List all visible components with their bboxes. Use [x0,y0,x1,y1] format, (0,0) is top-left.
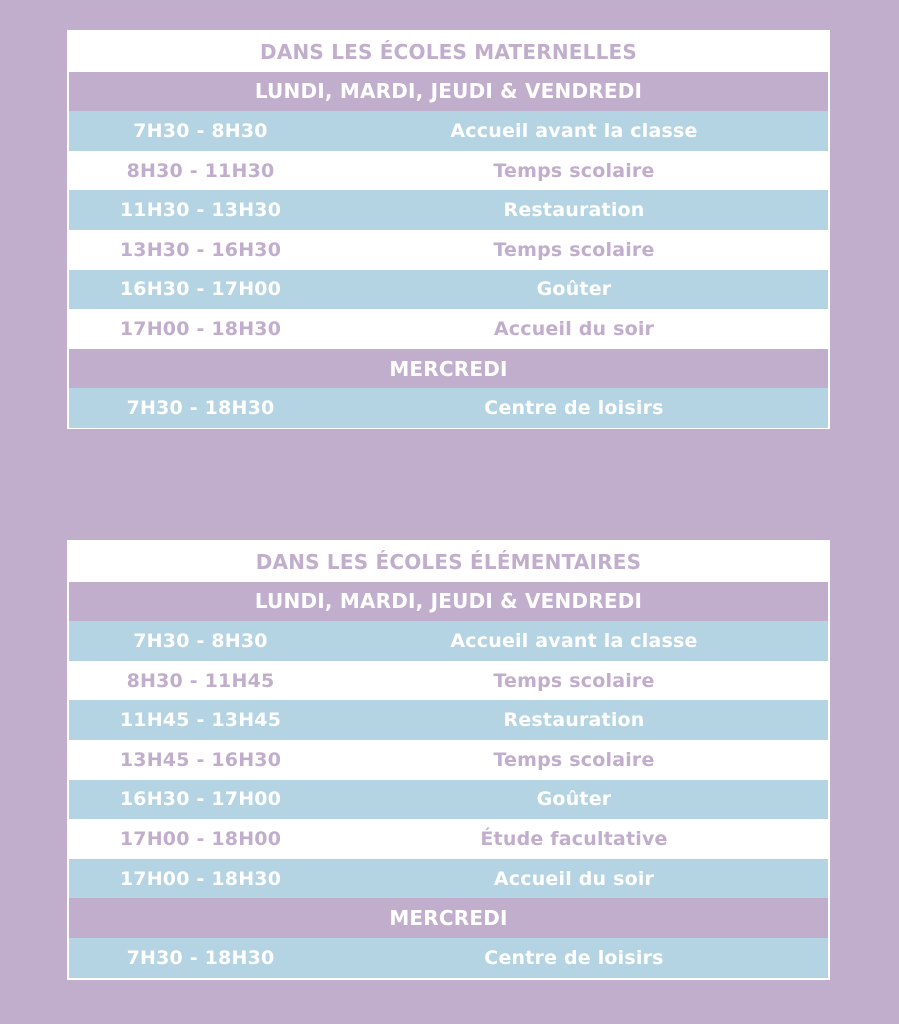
activity-label: Temps scolaire [493,238,655,261]
wednesday-header-text: MERCREDI [389,906,508,931]
activity-label: Goûter [536,788,612,811]
activity-label: Étude facultative [480,827,668,850]
activity-label: Accueil avant la classe [450,629,698,652]
wednesday-header-text: MERCREDI [389,356,508,381]
time-slot: 16H30 - 17H00 [119,788,282,811]
schedule-row [69,780,828,820]
activity-label: Temps scolaire [493,669,655,692]
table-title [69,32,828,72]
schedule-row [69,190,828,230]
schedule-row [69,938,828,978]
maternelles-schedule-table [67,30,830,429]
activity-label: Temps scolaire [493,159,655,182]
time-slot: 7H30 - 8H30 [133,119,268,142]
time-slot: 7H30 - 18H30 [126,946,275,969]
activity-label: Temps scolaire [493,748,655,771]
schedule-row [69,740,828,780]
time-slot: 11H30 - 13H30 [119,199,282,222]
time-slot: 13H30 - 16H30 [119,238,282,261]
weekdays-header-text: LUNDI, MARDI, JEUDI & VENDREDI [254,589,643,614]
weekdays-header [69,72,828,112]
activity-label: Restauration [503,709,645,732]
wednesday-header [69,898,828,938]
elementaires-schedule-table [67,540,830,980]
time-slot: 17H00 - 18H30 [119,317,282,340]
activity-label: Centre de loisirs [484,946,664,969]
activity-label: Restauration [503,199,645,222]
table-title-text: DANS LES ÉCOLES MATERNELLES [260,39,637,64]
schedule-row [69,621,828,661]
activity-label: Accueil avant la classe [450,119,698,142]
schedule-row [69,819,828,859]
schedule-row [69,661,828,701]
wednesday-header [69,349,828,389]
schedule-row [69,859,828,899]
activity-label: Accueil du soir [493,867,655,890]
table-title [69,542,828,582]
weekdays-header [69,582,828,622]
schedule-row [69,309,828,349]
schedule-row [69,700,828,740]
schedule-row [69,388,828,428]
schedule-row [69,111,828,151]
time-slot: 13H45 - 16H30 [119,748,282,771]
schedule-row [69,270,828,310]
schedule-row [69,230,828,270]
activity-label: Goûter [536,278,612,301]
time-slot: 8H30 - 11H30 [126,159,275,182]
weekdays-header-text: LUNDI, MARDI, JEUDI & VENDREDI [254,79,643,104]
table-title-text: DANS LES ÉCOLES ÉLÉMENTAIRES [255,549,642,574]
activity-label: Centre de loisirs [484,397,664,420]
time-slot: 7H30 - 18H30 [126,397,275,420]
time-slot: 17H00 - 18H30 [119,867,282,890]
time-slot: 7H30 - 8H30 [133,629,268,652]
schedule-row [69,151,828,191]
time-slot: 17H00 - 18H00 [119,827,282,850]
time-slot: 8H30 - 11H45 [126,669,275,692]
time-slot: 11H45 - 13H45 [119,709,282,732]
time-slot: 16H30 - 17H00 [119,278,282,301]
activity-label: Accueil du soir [493,317,655,340]
